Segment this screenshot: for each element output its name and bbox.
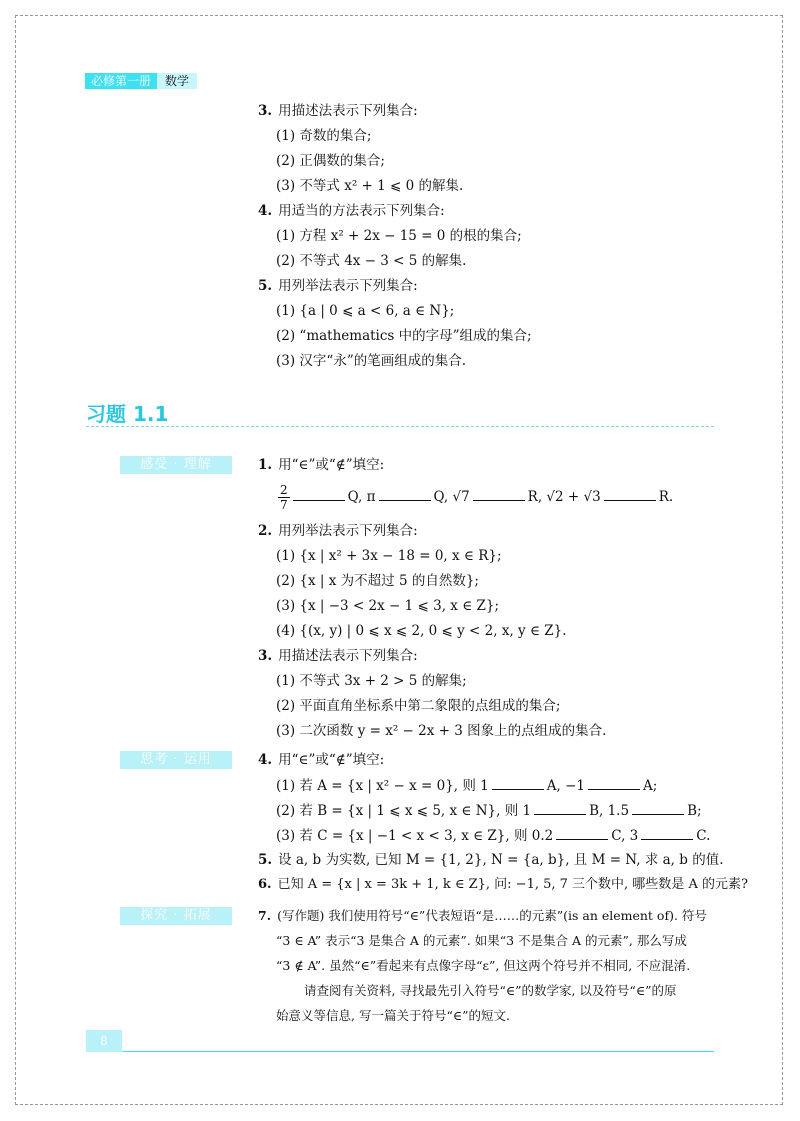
question-2-item: (1) {x | x² + 3x − 18 = 0, x ∈ R};	[276, 548, 502, 564]
footer-rule	[122, 1051, 714, 1052]
badge-apply: 思考 · 运用	[120, 751, 232, 769]
section-title: 习题 1.1	[86, 402, 169, 426]
question-2-item: (4) {(x, y) | 0 ⩽ x ⩽ 2, 0 ⩽ y < 2, x, y ∈ Z}.	[276, 623, 567, 639]
question-4-item: (1) 若 A = {x | x² − x = 0}, 则 1 A, −1 A;	[276, 778, 658, 794]
question-6: 6. 已知 A = {x | x = 3k + 1, k ∈ Z}, 问: −1, 5, 7 三个数中, 哪些数是 A 的元素?	[258, 877, 748, 892]
question-2: 2. 用列举法表示下列集合:	[258, 523, 418, 539]
blank[interactable]	[556, 826, 608, 840]
exercise-4-item: (2) 不等式 4x − 3 < 5 的解集.	[276, 253, 467, 269]
question-7-line: “3 ∈ A” 表示“3 是集合 A 的元素”. 如果“3 不是集合 A 的元素”, 那么写成	[276, 933, 687, 948]
question-7-line: 始意义等信息, 写一篇关于符号“∈”的短文.	[276, 1008, 510, 1023]
exercise-3-item: (1) 奇数的集合;	[276, 128, 372, 144]
blank[interactable]	[293, 487, 345, 501]
blank[interactable]	[492, 776, 544, 790]
question-1: 1. 用“∈”或“∉”填空:	[258, 457, 385, 473]
fraction: $\frac{2}{7}$	[280, 483, 288, 512]
exercise-5: 5. 用列举法表示下列集合:	[258, 278, 418, 294]
question-2-item: (3) {x | −3 < 2x − 1 ⩽ 3, x ∈ Z};	[276, 598, 500, 614]
question-3-item: (3) 二次函数 y = x² − 2x + 3 图象上的点组成的集合.	[276, 723, 607, 739]
exercise-5-item: (2) “mathematics 中的字母”组成的集合;	[276, 328, 532, 344]
exercise-4: 4. 用适当的方法表示下列集合:	[258, 203, 445, 219]
question-4: 4. 用“∈”或“∉”填空:	[258, 752, 385, 768]
blank[interactable]	[632, 801, 684, 815]
blank[interactable]	[379, 487, 431, 501]
blank[interactable]	[473, 487, 525, 501]
question-3: 3. 用描述法表示下列集合:	[258, 648, 418, 664]
question-2-item: (2) {x | x 为不超过 5 的自然数};	[276, 573, 479, 589]
running-header	[85, 73, 197, 89]
exercise-3-item: (2) 正偶数的集合;	[276, 153, 385, 169]
question-3-item: (1) 不等式 3x + 2 > 5 的解集;	[276, 673, 467, 689]
blank[interactable]	[534, 801, 586, 815]
question-5: 5. 设 a, b 为实数, 已知 M = {1, 2}, N = {a, b}, 且 M = N, 求 a, b 的值.	[258, 852, 724, 868]
question-7: 7. (写作题) 我们使用符号“∈”代表短语“是……的元素”(is an element of). 符号	[258, 908, 707, 923]
exercise-3-item: (3) 不等式 x² + 1 ⩽ 0 的解集.	[276, 178, 464, 194]
question-1-blanks: $\frac{2}{7}$ Q, π Q, √7 R, √2 + √3 R.	[280, 483, 674, 512]
subject-tag: 数学	[157, 73, 197, 89]
blank[interactable]	[588, 776, 640, 790]
page-number: 8	[86, 1030, 122, 1052]
badge-understand: 感受 · 理解	[120, 456, 232, 474]
blank[interactable]	[641, 826, 693, 840]
question-7-line: 请查阅有关资料, 寻找最先引入符号“∈”的数学家, 以及符号“∈”的原	[304, 983, 677, 998]
question-4-item: (3) 若 C = {x | −1 < x < 3, x ∈ Z}, 则 0.2 C, 3 C.	[276, 828, 711, 844]
book-tag: 必修第一册	[85, 73, 157, 89]
exercise-3: 3. 用描述法表示下列集合:	[258, 103, 418, 119]
blank[interactable]	[604, 487, 656, 501]
question-4-item: (2) 若 B = {x | 1 ⩽ x ⩽ 5, x ∈ N}, 则 1 B, 1.5 B;	[276, 803, 702, 819]
badge-explore: 探究 · 拓展	[120, 907, 232, 925]
exercise-4-item: (1) 方程 x² + 2x − 15 = 0 的根的集合;	[276, 228, 522, 244]
question-3-item: (2) 平面直角坐标系中第二象限的点组成的集合;	[276, 698, 561, 714]
exercise-5-item: (3) 汉字“永”的笔画组成的集合.	[276, 353, 467, 369]
question-7-line: “3 ∉ A”. 虽然“∈”看起来有点像字母“ε”, 但这两个符号并不相同, 不应混淆.	[276, 958, 691, 973]
exercise-5-item: (1) {a | 0 ⩽ a < 6, a ∈ N};	[276, 303, 455, 319]
section-divider	[86, 426, 714, 427]
